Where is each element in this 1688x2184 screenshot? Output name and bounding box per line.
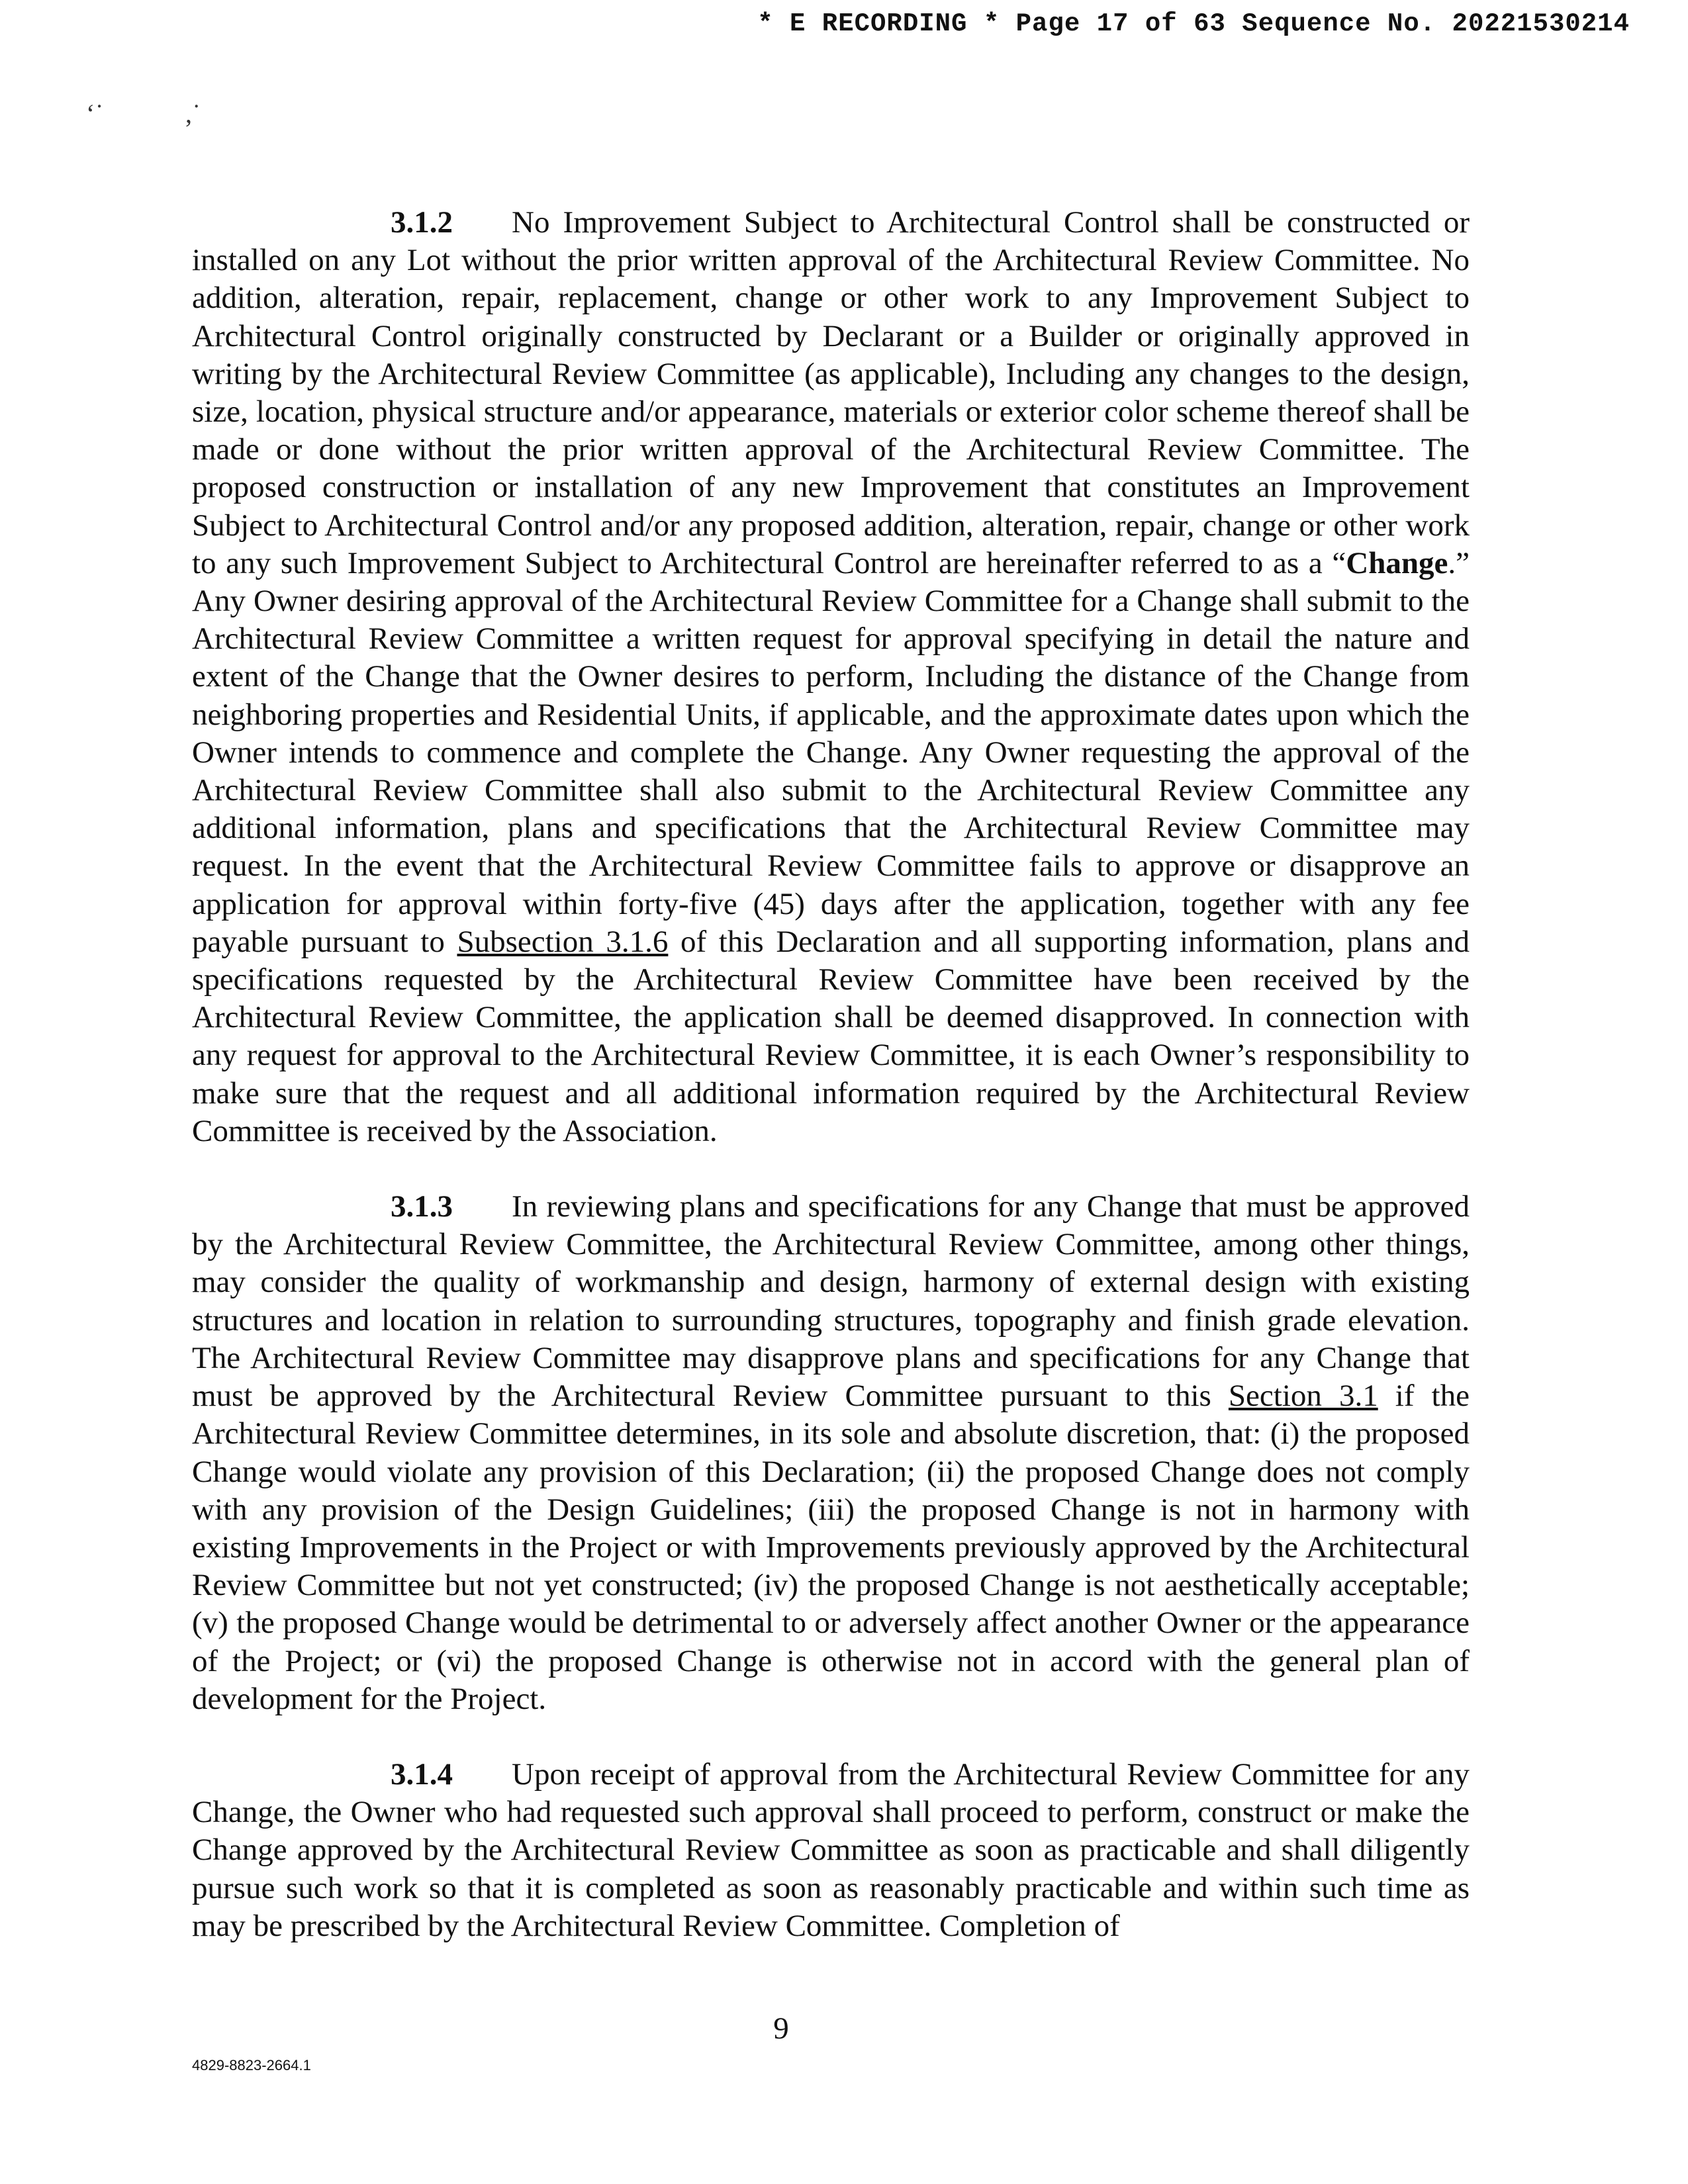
- section-text: No Improvement Subject to Architectural Control shall be constructed or installed on any Lot without the prior written approval of the Architectural Review Committee. No addition, alteration, repair, replacement, change or other work to any Improvement Subject to Architectural Control originally constructed by Declarant or a Builder or originally approved in writing by the Architectural Review Committee (as applicable), Including any changes to the design, size, location, physical structure and/or appearance, materials or exterior color scheme thereof shall be made or done without the prior written approval of the Architectural Review Committee. The proposed construction or installation of any new Improvement that constitutes an Improvement Subject to Architectural Control and/or any proposed addition, alteration, repair, change or other work to any such Improvement Subject to Architectural Control are hereinafter referred to as a “: [192, 205, 1470, 580]
- section-text: .” Any Owner desiring approval of the Architectural Review Committee for a Change shall submit to the Architectural Review Committee a written request for approval specifying in detail the nature and extent of the Change that the Owner desires to perform, Including the distance of the Change from neighboring properties and Residential Units, if applicable, and the approximate dates upon which the Owner intends to commence and complete the Change. Any Owner requesting the approval of the Architectural Review Committee shall also submit to the Architectural Review Committee any additional information, plans and specifications that the Architectural Review Committee may request. In the event that the Architectural Review Committee fails to approve or disapprove an application for approval within forty-five (45) days after the application, together with any fee payable pursuant to: [192, 545, 1470, 959]
- section-3-1-2: [192, 204, 1470, 1150]
- section-3-1-3: [192, 1188, 1470, 1718]
- section-text: if the Architectural Review Committee determines, in its sole and absolute discretion, that: (i) the proposed Change would violate any provision of this Declaration; (ii) the proposed Change does not comply with any provision of the Design Guidelines; (iii) the proposed Change is not in harmony with existing Improvements in the Project or with Improvements previously approved by the Architectural Review Committee but not yet constructed; (iv) the proposed Change is not aesthetically acceptable; (v) the proposed Change would be detrimental to or adversely affect another Owner or the appearance of the Project; or (vi) the proposed Change is otherwise not in accord with the general plan of development for the Project.: [192, 1379, 1470, 1716]
- section-number: 3.1.2: [391, 205, 453, 240]
- section-3-1-4: [192, 1756, 1470, 1945]
- section-number: 3.1.4: [391, 1756, 453, 1792]
- defined-term-change: Change: [1346, 545, 1448, 580]
- section-text: of this Declaration and all supporting information, plans and specifications requested by the Architectural Review Committee have been received by the Architectural Review Committee, the application shall be deemed disapproved. In connection with any request for approval to the Architectural Review Committee, it is each Owner’s responsibility to make sure that the request and all additional information required by the Architectural Review Committee is received by the Association.: [192, 924, 1470, 1148]
- section-number: 3.1.3: [391, 1189, 453, 1224]
- document-body: [192, 204, 1470, 1983]
- speck-left: ʻ˙: [86, 99, 104, 128]
- page-number: 9: [773, 2011, 789, 2046]
- recording-stamp: * E RECORDING * Page 17 of 63 Sequence No. 20221530214: [757, 9, 1630, 38]
- cross-reference-section: Section 3.1: [1228, 1379, 1378, 1414]
- speck-right: ,˙: [185, 99, 201, 128]
- section-text: In reviewing plans and specifications for any Change that must be approved by the Architectural Review Committee, the Architectural Review Committee, among other things, may consider the quality of workmanship and design, harmony of external design with existing structures and location in relation to surrounding structures, topography and finish grade elevation. The Architectural Review Committee may disapprove plans and specifications for any Change that must be approved by the Architectural Review Committee pursuant to this: [192, 1189, 1470, 1414]
- cross-reference-subsection: Subsection 3.1.6: [457, 924, 669, 959]
- section-text: Upon receipt of approval from the Architectural Review Committee for any Change, the Owner who had requested such approval shall proceed to perform, construct or make the Change approved by the Architectural Review Committee as soon as practicable and shall diligently pursue such work so that it is completed as soon as reasonably practicable and within such time as may be prescribed by the Architectural Review Committee. Completion of: [192, 1756, 1470, 1943]
- document-id: 4829-8823-2664.1: [192, 2057, 311, 2073]
